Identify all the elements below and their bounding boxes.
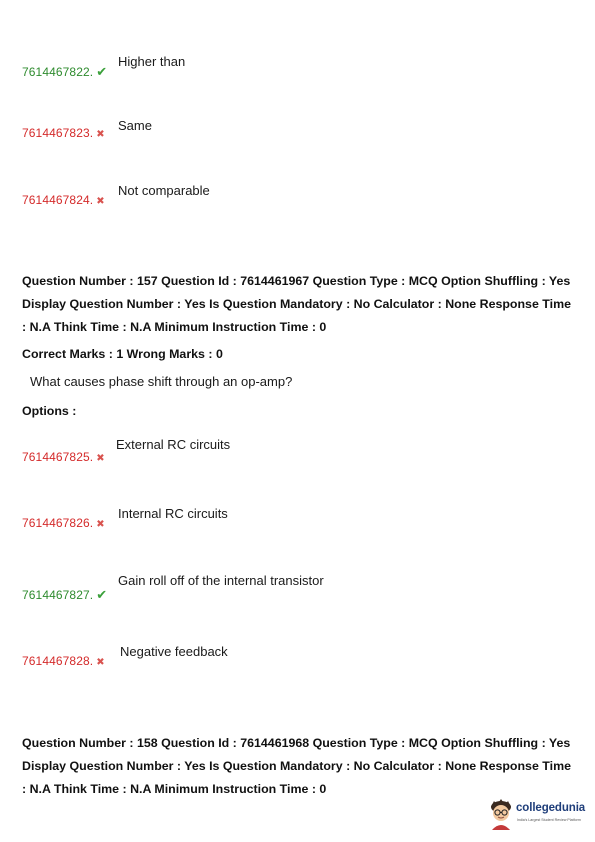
option-text-7614467826: Internal RC circuits (118, 506, 228, 521)
option-text-7614467823: Same (118, 118, 152, 133)
option-id-7614467822: 7614467822. ✔ (22, 64, 108, 79)
question-158-meta: Question Number : 158 Question Id : 7614461968 Question Type : MCQ Option Shuffling : Yes Display Question Number : Yes Is Question Mandatory : No Calculator : None Response Time : N.A Think Time : N.A Minimum Instruction Time : 0 (22, 736, 571, 796)
option-text-7614467825: External RC circuits (116, 437, 231, 452)
option-id-7614467823: 7614467823. ✖ (22, 126, 105, 140)
option-text-7614467827: Gain roll off of the internal transistor (118, 573, 324, 588)
check-icon: ✔ (96, 64, 108, 79)
option-id-7614467825: 7614467825. ✖ (22, 450, 105, 464)
cross-icon: ✖ (96, 657, 105, 668)
cross-icon: ✖ (96, 519, 105, 530)
question-157-meta: Question Number : 157 Question Id : 7614461967 Question Type : MCQ Option Shuffling : Yes Display Question Number : Yes Is Question Mandatory : No Calculator : None Response Time : N.A Think Time : N.A Minimum Instruction Time : 0 (22, 274, 571, 334)
collegedunia-logo (487, 798, 589, 832)
option-text-7614467828: Negative feedback (120, 644, 228, 659)
logo-tagline: India's Largest Student Review Platform (517, 818, 581, 822)
cross-icon: ✖ (96, 129, 105, 140)
option-id-7614467828: 7614467828. ✖ (22, 654, 105, 668)
option-id-7614467826: 7614467826. ✖ (22, 516, 105, 530)
option-id-7614467827: 7614467827. ✔ (22, 587, 108, 602)
check-icon: ✔ (96, 587, 108, 602)
option-text-7614467824: Not comparable (118, 183, 210, 198)
student-avatar-icon (487, 798, 515, 830)
question-157-marks: Correct Marks : 1 Wrong Marks : 0 (22, 347, 223, 361)
logo-name: collegedunia (516, 802, 586, 814)
cross-icon: ✖ (96, 196, 105, 207)
option-id-7614467824: 7614467824. ✖ (22, 193, 105, 207)
question-157-text: What causes phase shift through an op-amp? (30, 374, 293, 389)
option-text-7614467822: Higher than (118, 54, 186, 69)
options-label: Options : (22, 404, 77, 418)
cross-icon: ✖ (96, 453, 105, 464)
